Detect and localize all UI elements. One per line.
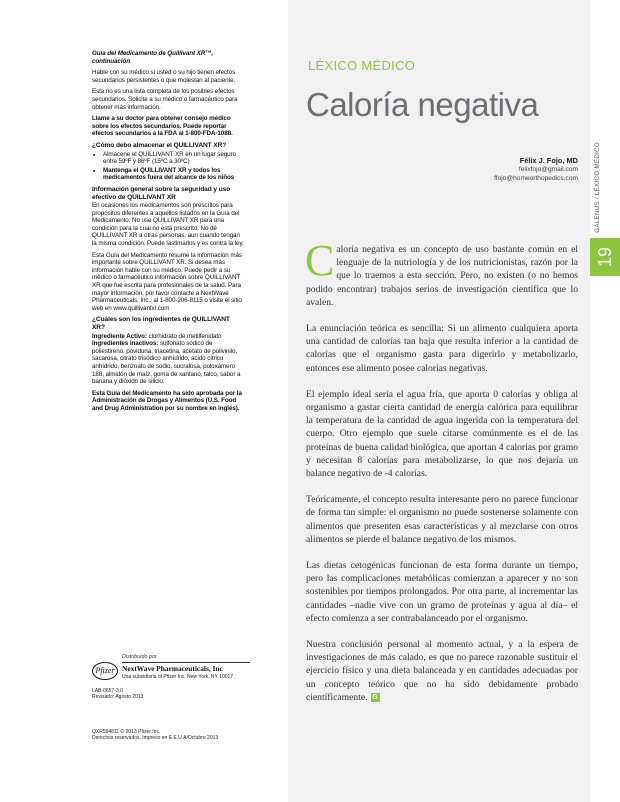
paragraph-text: aloría negativa es un concepto de uso bastante común en el lenguaje de la nutriología y de los nutricionistas, razón por la que lo traemos a esta sección. Pero, no existen (o no hemos podido encontrar) trabajos serios de investigación científica que lo avalen. — [306, 244, 578, 308]
guide-subheading: Información general sobre la seguridad y uso efectivo de QUILLIVANT XR — [92, 185, 231, 201]
medication-guide-text — [92, 50, 244, 417]
left-column-page — [0, 0, 288, 802]
article-paragraph: La enunciación teórica es sencilla: Si un alimento cualquiera aporta una cantidad de calorías tan baja que resulta inferior a la cantidad de calorías que el organismo gasta para digerirlo y metabolizarlo, entonces ese alimento posee calorías negativas. — [306, 323, 578, 374]
storage-list — [92, 151, 244, 182]
guide-warning: Llame a su doctor para obtener consejo médico sobre los efectos secundarios. Puede reportar efectos secundarios a la FDA al 1-800-FDA-1088. — [92, 115, 233, 138]
guide-subheading: ¿Cuáles son los ingredientes de QUILLIVANT XR? — [92, 316, 230, 331]
article-paragraph: Las dietas cetogénicas funcionan de esta forma durante un tiempo, pero las complicaciones metabólicas comienzan a aparecer y no son sostenibles por tiempos prolongados. Por otra parte, al incrementar las cantidades –nadie vive con un gramo de proteínas y agua al día– el efecto comienza a ser contrabalanceado por el organismo. — [306, 560, 578, 624]
revision-codes — [92, 688, 143, 701]
active-label: Ingrediente Activo: — [92, 332, 147, 340]
author-name: Félix J. Fojo, MD — [519, 156, 578, 165]
inactive-value: sulfonato sódico de poliestireno, povidona, triacetina, acetato de polivinilo, sacarosa, citrato trisódico anhídrido, acido cítrico anhídrido, benzoato de sodio, sucralosa, poloxámero 188, almidón de maíz, goma de xantano, talco, sabor a banana y dióxido de silicio. — [92, 340, 241, 386]
article-paragraph: Teóricamente, el concepto resulta interesante pero no parece funcionar de forma tan simple: el organismo no puede sostenerse solamente con alimentos que presenten esas características y al mezclarse con otros alimentos se pierde el balance negativo de los mismos. — [306, 494, 578, 545]
revision-date: Revisado: Agosto 2013 — [92, 694, 144, 701]
guide-subheading: ¿Cómo debo almacenar el QUILLIVANT XR? — [92, 141, 227, 149]
guide-paragraph: En ocasiones los medicamentos son prescritos para propósitos diferentes a aquellos listados en la Guía del Medicamento. No use QUILLIVANT XR para una condición para la cual no está prescrito. No dé QUILLIVANT XR a otras personas, aun cuando tengan la misma condición. Puede lastimarlos y es contra la ley. — [92, 202, 244, 248]
side-tab — [590, 0, 620, 802]
author-email[interactable]: felixfojo@gmail.com — [518, 166, 578, 173]
author-block — [494, 156, 578, 183]
paragraph-text: Nuestra conclusión personal al momento actual, y a la espera de investigaciones de más calado, es que no parece razonable sustituir el ejercicio físico y una dieta balanceada y en cantidades adecuadas por un concepto teórico que no ha sido debidamente probado científicamente. — [306, 639, 578, 703]
end-mark-icon: G — [372, 694, 378, 702]
distributor-block — [92, 652, 252, 686]
fda-approval: Esta Guía del Medicamento ha sido aprobada por la Administración de Drogas y Alimentos (U.S. Food and Drug Administration por su nombre en inglés). — [92, 389, 242, 412]
drop-cap: C — [305, 236, 335, 285]
article-title: Caloría negativa — [306, 86, 539, 123]
distributed-by: Distribuido por — [122, 654, 157, 660]
inactive-ingredients — [92, 340, 244, 386]
copyright-codes — [92, 729, 218, 742]
company-name: NextWave Pharmaceuticals, Inc — [122, 664, 223, 673]
guide-paragraph: Esta Guía del Medicamento resume la información más importante sobre QUILLIVANT XR. Si desea más información hable con su médico. Puede pedir a su médico o farmacéutico información sobre QUILLIVANT XR que fue escrita para profesionales de la salud. Para mayor información, por favor contacte a NextWave Pharmaceuticals, Inc., al 1-800-206-8115 o visite el sitio web en www.quillivantxr.com — [92, 251, 242, 312]
copyright: QXR594811 © 2013 Pfizer Inc. — [92, 729, 161, 735]
guide-paragraph: Esta no es una lista completa de los posibles efectos secundarios. Solicite a su médico o farmacéutico para obtener más información. — [92, 88, 238, 111]
company-subtitle: Una subsidiaria of Pfizer Inc, New York, NY 10017 — [122, 674, 234, 680]
page-number: 19 — [595, 246, 615, 268]
storage-item: • Mantenga el QUILLIVANT XR y todos los medicamentos fuera del alcance de los niños — [103, 167, 244, 182]
inactive-label: Ingredientes inactivos: — [92, 340, 159, 348]
article-paragraph: El ejemplo ideal sería el agua fría, que aporta 0 calorías y obliga al organismo a gastar cierta cantidad de energía calórica para equilibrar la temperatura de la cantidad de agua ingerida con la temperatura del cuerpo. Otro ejemplo que suele citarse comúnmente es el de las proteínas de buena calidad biológica, que aportan 4 calorías por gramo y necesitan 8 calorías para metabolizarse, lo que nos dejaría un balance negativo de -4 calorías. — [306, 388, 578, 480]
article-page — [288, 0, 590, 802]
article-paragraph — [305, 236, 578, 309]
pfizer-logo: Pfizer — [92, 662, 118, 680]
page-number-box — [590, 238, 620, 276]
section-label: LÉXICO MÉDICO — [308, 58, 416, 73]
author-email[interactable]: ffojo@homeorthopedics.com — [494, 175, 578, 182]
divider — [122, 662, 250, 663]
active-ingredient — [92, 333, 244, 341]
article-body — [305, 236, 578, 717]
lab-code: LAB-0657-3.0 — [92, 688, 123, 694]
article-paragraph — [306, 638, 578, 704]
storage-item: • Almacene el QUILLIVANT XR en un lugar seguro entre 59ºF y 86ºF (15ºC a 30ºC) — [103, 151, 244, 166]
running-header: GALENUS / LÉXICO MÉDICO — [594, 142, 601, 233]
guide-heading: Guía del Medicamento de Quillivant XR™, continuación — [92, 50, 214, 65]
active-value: clorhidrato de metilfenidato — [148, 332, 222, 340]
guide-paragraph: Hable con su médico si usted o su hijo tienen efectos secundarios persistentes o que molestan al paciente. — [92, 69, 236, 84]
rights-reserved: Derechos reservados. Impreso en E.E.U.A/Octubre 2013 — [92, 735, 219, 742]
